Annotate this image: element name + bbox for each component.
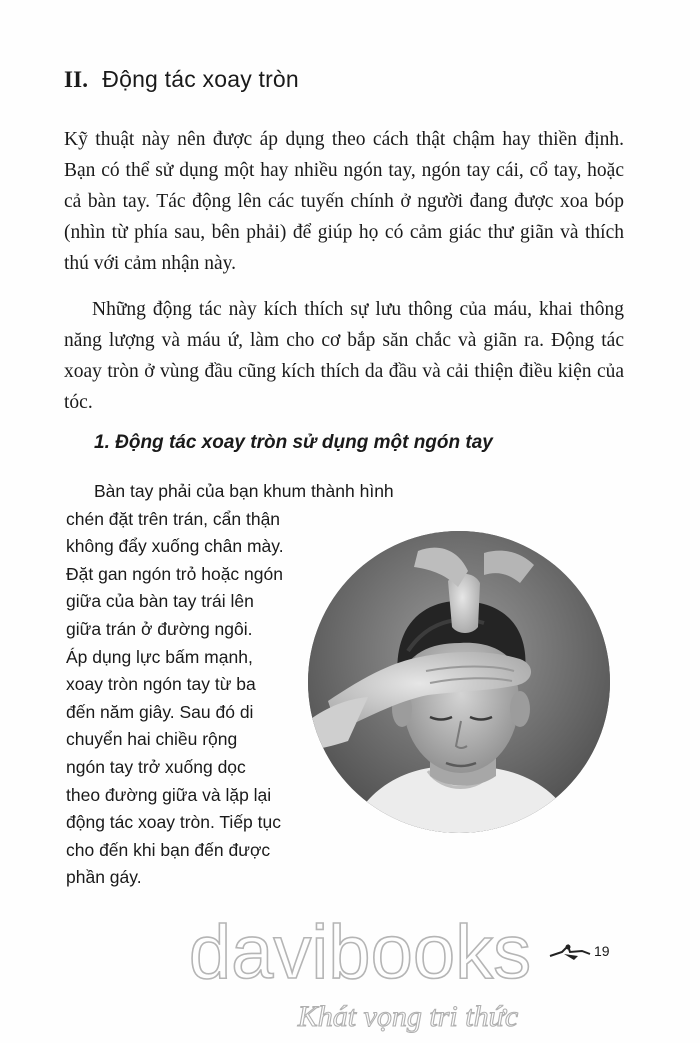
instruction-line: không đẩy xuống chân mày. (66, 536, 284, 557)
instruction-line: giữa của bàn tay trái lên (66, 591, 254, 612)
instruction-line: ngón tay trở xuống dọc (66, 756, 246, 777)
watermark-slogan: Khát vọng tri thức (297, 1000, 519, 1033)
intro-paragraph-1: Kỹ thuật này nên được áp dụng theo cách thật chậm hay thiền định. Bạn có thể sử dụng một hay nhiều ngón tay, ngón tay cái, cổ tay, hoặc cả bàn tay. Tác động lên các tuyến chính ở người đang được xoa bóp (nhìn từ phía sau, bên phải) để giúp họ có cảm giác thư giãn và thích thú với cảm nhận này. (64, 129, 624, 274)
instruction-line: phần gáy. (66, 867, 142, 888)
subsection-heading: 1. Động tác xoay tròn sử dụng một ngón tay (94, 432, 493, 453)
instruction-line: đến năm giây. Sau đó di (66, 701, 254, 722)
instruction-line: chén đặt trên trán, cẩn thận (66, 508, 281, 529)
intro-paragraph-2: Những động tác này kích thích sự lưu thông của máu, khai thông năng lượng và máu ứ, làm cho cơ bắp săn chắc và giãn ra. Động tác xoay tròn ở vùng đầu cũng kích thích da đầu và cải thiện điều kiện của tóc. (64, 299, 624, 413)
watermark-brand: davibooks (188, 910, 532, 995)
instruction-line: Áp dụng lực bấm mạnh, (66, 646, 253, 667)
watermark-logo (150, 908, 570, 998)
instruction-line: giữa trán ở đường ngôi. (66, 618, 253, 639)
instruction-line: chuyển hai chiều rộng (66, 729, 238, 750)
page-number: 19 (594, 943, 610, 959)
section-number: II. (64, 67, 89, 92)
section-heading (64, 66, 299, 93)
instruction-line: động tác xoay tròn. Tiếp tục (66, 812, 281, 833)
head-massage-photo (308, 531, 610, 833)
instruction-line: Đặt gan ngón trỏ hoặc ngón (66, 563, 283, 584)
instruction-line: Bàn tay phải của bạn khum thành hình (94, 481, 394, 501)
watermark-slogan-graphic (258, 990, 558, 1040)
instruction-line: cho đến khi bạn đến được (66, 839, 271, 860)
instruction-line: xoay tròn ngón tay từ ba (66, 674, 256, 695)
section-title: Động tác xoay tròn (102, 66, 299, 92)
instruction-line: theo đường giữa và lặp lại (66, 784, 272, 805)
